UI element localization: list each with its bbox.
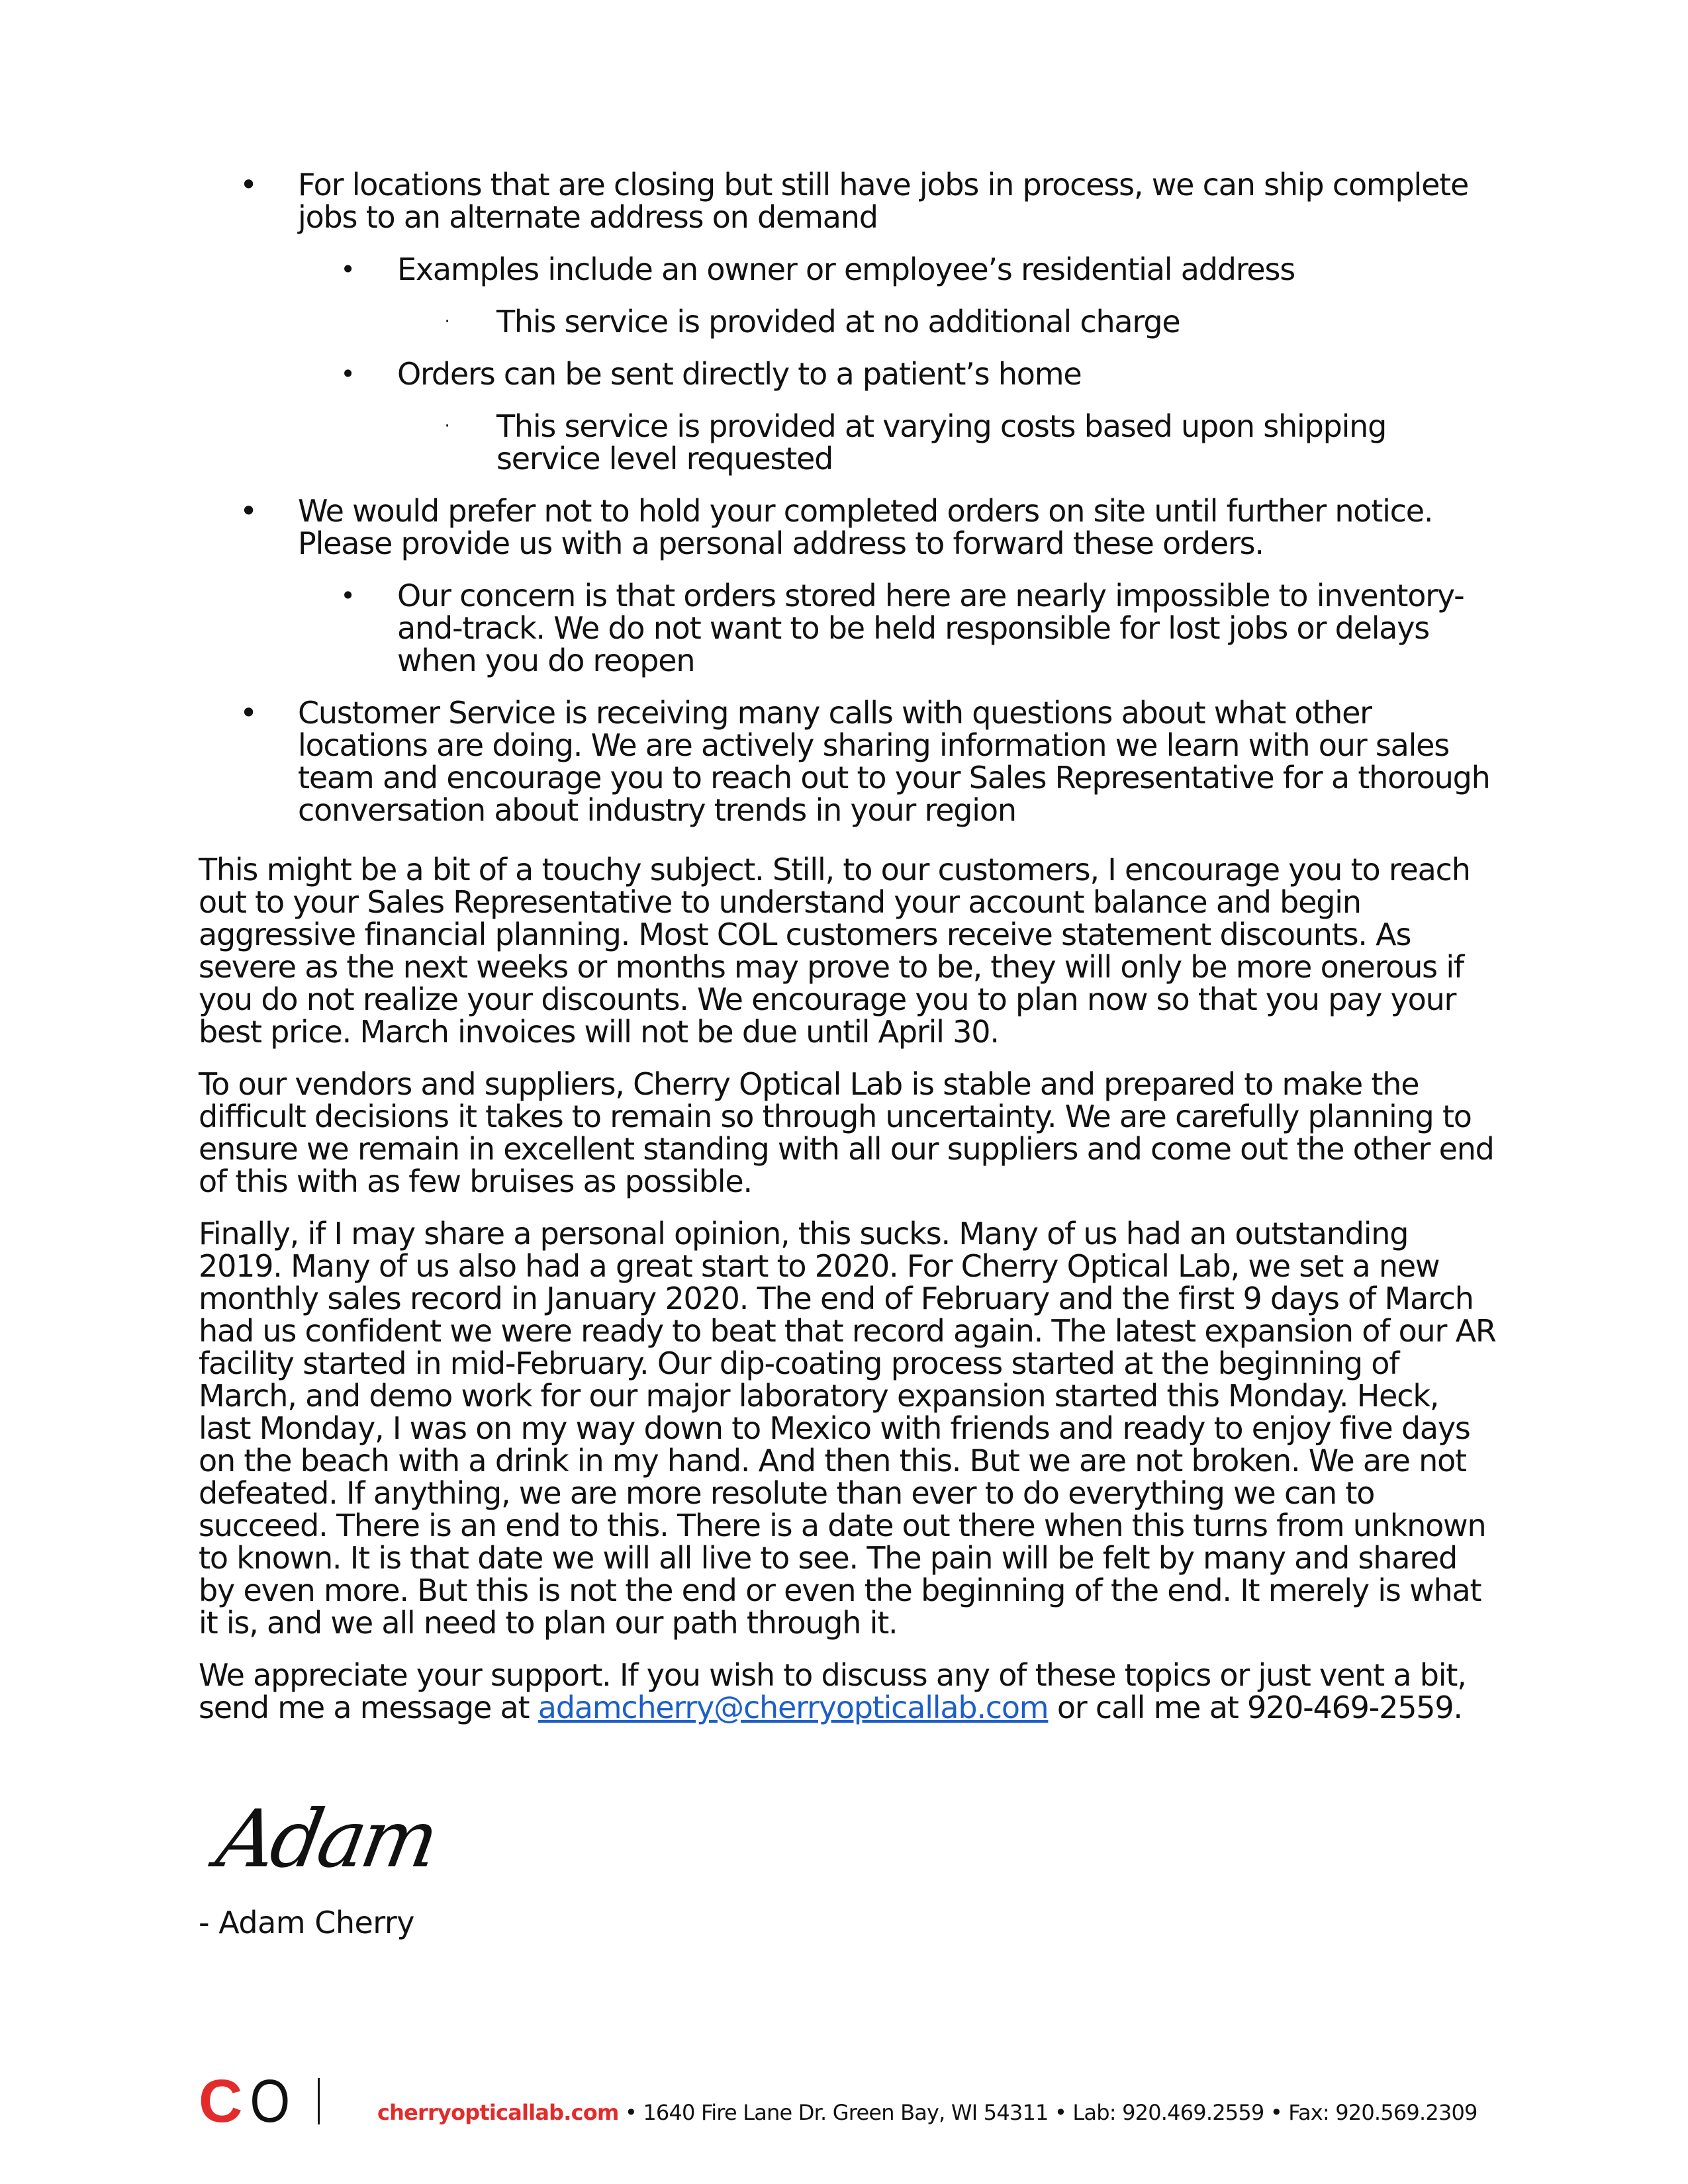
sub-sub-bullet-item [199,306,1496,338]
separator-bullet: • [618,2100,643,2125]
letter-body [199,854,1496,1744]
bullet-icon: • [240,493,257,529]
logo-letter-l-bar [318,2078,320,2124]
sub-bullet-item [199,580,1496,677]
paragraph-customers: This might be a bit of a touchy subject. Still, to our customers, I encourage you to reach out to your Sales Representative to understand your account balance and begin aggressive financial planning. Most COL customers receive statement discounts. As severe as the next weeks or months may prove to be, they will only be more onerous if you do not realize your discounts. We encourage you to plan now so that you pay your best price. March invoices will not be due until April 30. [199,852,1470,1050]
separator-bullet: • [1264,2100,1289,2125]
lab-phone: Lab: 920.469.2559 [1072,2100,1264,2125]
handwritten-signature: Adam [210,1794,442,1886]
sub-sub-bullet-item [199,410,1496,475]
bullet-icon: • [240,167,257,203]
website-link[interactable]: cherryopticallab.com [377,2100,619,2125]
separator-bullet: • [1048,2100,1073,2125]
fax-number: Fax: 920.569.2309 [1288,2100,1477,2125]
bullet-icon: · [444,312,449,332]
signoff-name: - Adam Cherry [199,1905,415,1940]
footer-contact-line [377,2100,1477,2125]
bullet-icon: • [340,255,355,284]
logo-letter-c: C [199,2068,243,2135]
paragraph-personal-opinion: Finally, if I may share a personal opinion, this sucks. Many of us had an outstanding 2019. Many of us also had a great start to 2020. For Cherry Optical Lab, we set a new monthly sales record in January 2020. The end of February and the first 9 days of March had us confident we were ready to beat that record again. The latest expansion of our AR facility started in mid-February. Our dip-coating process started at the beginning of March, and demo work for our major laboratory expansion started this Monday. Heck, last Monday, I was on my way down to Mexico with friends and ready to enjoy five days on the beach with a drink in my hand. And then this. But we are not broken. We are not defeated. If anything, we are more resolute than ever to do everything we can to succeed. There is an end to this. There is a date out there when this turns from unknown to known. It is that date we will all live to see. The pain will be felt by many and shared by even more. But this is not the end or even the beginning of the end. It merely is what it is, and we all need to plan our path through it. [199,1216,1496,1641]
sub-bullet-item [199,358,1496,390]
bullet-icon: • [340,581,355,610]
sub-bullet-item [199,253,1496,286]
bullet-item [199,495,1496,560]
bullet-text: This service is provided at varying costs based upon shipping service level requested [496,408,1387,477]
bullet-icon: • [240,695,257,731]
paragraph-contact [199,1659,1496,1724]
address: 1640 Fire Lane Dr. Green Bay, WI 54311 [643,2100,1049,2125]
bullet-text: Examples include an owner or employee’s residential address [397,251,1295,287]
bullet-text: For locations that are closing but still have jobs in process, we can ship complete jobs to an alternate address on demand [298,167,1469,235]
bullet-text: Orders can be sent directly to a patient’s home [397,356,1082,392]
paragraph-vendors: To our vendors and suppliers, Cherry Optical Lab is stable and prepared to make the difficult decisions it takes to remain so through uncertainty. We are carefully planning to ensure we remain in excellent standing with all our suppliers and come out the other end of this with as few bruises as possible. [199,1066,1494,1199]
bullet-item [199,169,1496,234]
bullet-text: This service is provided at no additional charge [496,304,1180,340]
contact-phone-text: or call me at 920-469-2559. [1048,1690,1462,1725]
bullet-icon: • [340,359,355,388]
bullet-text: We would prefer not to hold your completed orders on site until further notice. Please provide us with a personal address to forward these orders. [298,493,1433,561]
bullet-text: Customer Service is receiving many calls with questions about what other locations are doing. We are actively sharing information we learn with our sales team and encourage you to reach out to your Sales Representative for a thorough conversation about industry trends in your region [298,695,1490,828]
logo-letter-o: O [250,2068,291,2135]
contact-text: We appreciate your support. If you wish to discuss any of these topics or just vent a bit, send me a message at [199,1657,1466,1725]
footer [199,2068,1496,2135]
email-link[interactable]: adamcherry@cherryopticallab.com [538,1690,1049,1725]
bullet-icon: · [444,416,449,436]
bullet-list [199,169,1496,846]
bullet-item [199,697,1496,827]
col-logo [199,2068,320,2135]
bullet-text: Our concern is that orders stored here are nearly impossible to inventory-and-track. We do not want to be held responsible for lost jobs or delays when you do reopen [397,578,1464,678]
